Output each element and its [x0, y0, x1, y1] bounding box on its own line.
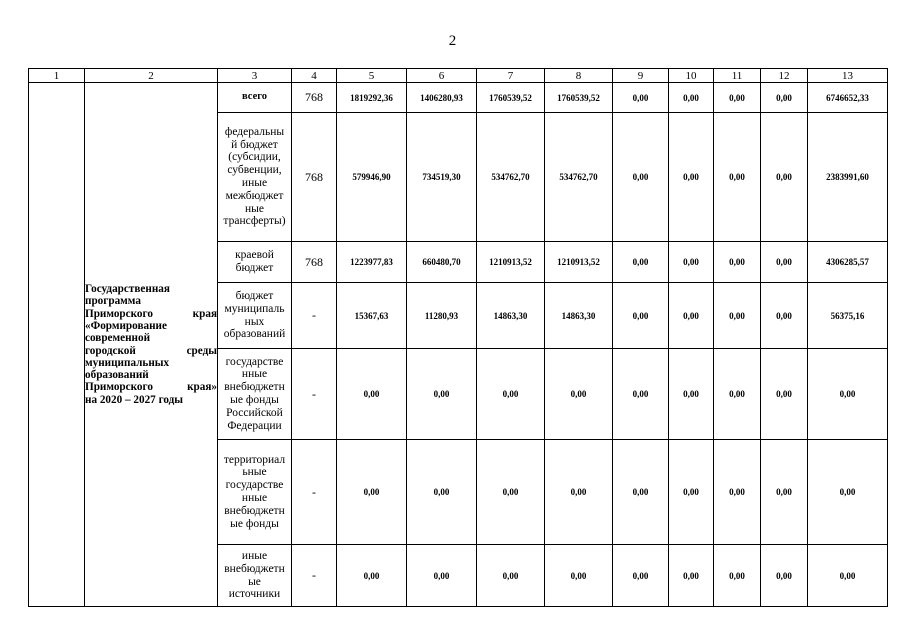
amount-cell: 0,00: [477, 440, 545, 545]
amount-cell: 0,00: [545, 440, 613, 545]
amount-cell: 1210913,52: [545, 242, 613, 283]
amount-cell: 0,00: [337, 440, 407, 545]
funding-source-cell: [218, 349, 292, 440]
amount-cell: 11280,93: [407, 283, 477, 349]
program-name-line: Приморского края»: [85, 381, 217, 394]
funding-source-line: нные: [241, 368, 268, 381]
amount-cell: 0,00: [714, 83, 761, 113]
funding-source-line: бюджет: [235, 262, 274, 274]
funding-source-line: (субсидии,: [228, 151, 281, 164]
amount-cell: 0,00: [714, 349, 761, 440]
funding-source-line: нные: [241, 492, 268, 504]
amount-cell: 0,00: [545, 349, 613, 440]
amount-cell: 0,00: [761, 440, 808, 545]
amount-cell: 0,00: [337, 545, 407, 607]
program-name-line: Государственная: [85, 283, 170, 296]
program-name-line: современной: [85, 332, 151, 345]
amount-cell: 0,00: [669, 242, 714, 283]
amount-cell: 0,00: [669, 83, 714, 113]
column-number-row: [29, 69, 888, 83]
amount-cell: 1406280,93: [407, 83, 477, 113]
empty-number-cell: [29, 83, 85, 607]
code-cell: -: [292, 545, 337, 607]
code-cell: 768: [292, 113, 337, 242]
amount-cell: 15367,63: [337, 283, 407, 349]
table-body: [29, 69, 888, 607]
amount-cell: 0,00: [613, 242, 669, 283]
amount-cell: 0,00: [613, 349, 669, 440]
funding-source-line: Федерации: [227, 419, 282, 432]
column-number-3: 3: [218, 69, 292, 83]
amount-cell: 1760539,52: [545, 83, 613, 113]
amount-cell: 1210913,52: [477, 242, 545, 283]
amount-cell: 1819292,36: [337, 83, 407, 113]
page-number: 2: [448, 33, 457, 49]
column-number-2: 2: [85, 69, 218, 83]
code-cell: -: [292, 349, 337, 440]
column-number-1: 1: [29, 69, 85, 83]
funding-source-line: источники: [228, 588, 281, 601]
funding-source-line: ьные: [242, 466, 267, 479]
program-name-line: «Формирование: [85, 319, 167, 332]
amount-cell: 0,00: [477, 349, 545, 440]
amount-cell: 0,00: [669, 545, 714, 607]
amount-cell: 0,00: [613, 83, 669, 113]
funding-source-cell: [218, 83, 292, 113]
funding-source-line: образований: [223, 328, 286, 341]
funding-source-line: всего: [241, 91, 267, 103]
amount-cell: 0,00: [761, 349, 808, 440]
budget-table: [28, 68, 888, 607]
column-number-13: 13: [808, 69, 888, 83]
funding-source-cell: [218, 440, 292, 545]
funding-source-line: иные: [241, 177, 268, 189]
column-number-6: 6: [407, 69, 477, 83]
amount-cell: 0,00: [761, 83, 808, 113]
amount-cell: 0,00: [669, 113, 714, 242]
funding-source-line: государстве: [225, 479, 284, 492]
program-name-line: программа: [85, 295, 141, 308]
amount-cell: 0,00: [669, 283, 714, 349]
amount-cell: 0,00: [613, 113, 669, 242]
amount-cell: 0,00: [669, 349, 714, 440]
amount-cell: 0,00: [407, 440, 477, 545]
amount-cell: 0,00: [808, 545, 888, 607]
amount-cell: 0,00: [808, 349, 888, 440]
amount-cell: 660480,70: [407, 242, 477, 283]
amount-cell: 1223977,83: [337, 242, 407, 283]
amount-cell: 6746652,33: [808, 83, 888, 113]
amount-cell: 0,00: [714, 113, 761, 242]
code-cell: -: [292, 283, 337, 349]
amount-cell: 2383991,60: [808, 113, 888, 242]
amount-cell: 0,00: [808, 440, 888, 545]
funding-source-line: межбюджет: [225, 189, 284, 202]
amount-cell: 4306285,57: [808, 242, 888, 283]
column-number-12: 12: [761, 69, 808, 83]
funding-source-line: федеральны: [224, 125, 285, 138]
funding-source-line: внебюджетн: [224, 381, 285, 394]
funding-source-line: внебюджетн: [224, 504, 285, 517]
funding-source-cell: [218, 283, 292, 349]
program-name-line: образований: [85, 369, 149, 382]
amount-cell: 534762,70: [477, 113, 545, 242]
amount-cell: 14863,30: [477, 283, 545, 349]
amount-cell: 534762,70: [545, 113, 613, 242]
amount-cell: 0,00: [761, 113, 808, 242]
funding-source-line: субвенции,: [227, 164, 282, 177]
code-cell: 768: [292, 83, 337, 113]
funding-source-line: государстве: [225, 355, 284, 368]
column-number-4: 4: [292, 69, 337, 83]
column-number-10: 10: [669, 69, 714, 83]
amount-cell: 56375,16: [808, 283, 888, 349]
amount-cell: 734519,30: [407, 113, 477, 242]
amount-cell: 0,00: [714, 440, 761, 545]
amount-cell: 0,00: [613, 545, 669, 607]
amount-cell: 0,00: [545, 545, 613, 607]
amount-cell: 0,00: [613, 440, 669, 545]
code-cell: 768: [292, 242, 337, 283]
funding-source-line: бюджет: [235, 289, 274, 302]
program-name-line: на 2020 – 2027 годы: [85, 393, 184, 406]
program-name-cell: [85, 83, 218, 607]
funding-source-line: ые фонды: [230, 517, 279, 530]
amount-cell: 0,00: [407, 349, 477, 440]
funding-source-line: ые фонды: [230, 394, 279, 406]
column-number-7: 7: [477, 69, 545, 83]
funding-source-line: иные: [241, 549, 268, 562]
column-number-11: 11: [714, 69, 761, 83]
amount-cell: 0,00: [761, 242, 808, 283]
amount-cell: 1760539,52: [477, 83, 545, 113]
funding-source-line: ных: [244, 315, 265, 328]
amount-cell: 0,00: [477, 545, 545, 607]
funding-source-line: Российской: [226, 406, 283, 419]
amount-cell: 0,00: [337, 349, 407, 440]
funding-source-line: ые: [248, 575, 261, 588]
table-row: [29, 83, 888, 113]
program-name-line: городской среды: [85, 344, 217, 357]
funding-source-cell: [218, 113, 292, 242]
amount-cell: 14863,30: [545, 283, 613, 349]
funding-source-line: й бюджет: [231, 138, 278, 151]
funding-source-cell: [218, 242, 292, 283]
funding-source-line: краевой: [235, 249, 274, 262]
column-number-9: 9: [613, 69, 669, 83]
amount-cell: 0,00: [714, 283, 761, 349]
amount-cell: 0,00: [407, 545, 477, 607]
funding-source-line: ные: [245, 202, 264, 215]
funding-source-line: муниципаль: [224, 302, 285, 315]
code-cell: -: [292, 440, 337, 545]
amount-cell: 0,00: [669, 440, 714, 545]
amount-cell: 0,00: [613, 283, 669, 349]
amount-cell: 579946,90: [337, 113, 407, 242]
funding-source-cell: [218, 545, 292, 607]
amount-cell: 0,00: [761, 545, 808, 607]
amount-cell: 0,00: [761, 283, 808, 349]
funding-source-line: внебюджетн: [224, 562, 285, 575]
program-name-line: муниципальных: [85, 356, 170, 369]
column-number-8: 8: [545, 69, 613, 83]
column-number-5: 5: [337, 69, 407, 83]
amount-cell: 0,00: [714, 242, 761, 283]
funding-source-line: трансферты): [223, 215, 286, 228]
program-name-line: Приморского края: [85, 307, 217, 320]
funding-source-line: территориал: [223, 453, 286, 466]
amount-cell: 0,00: [714, 545, 761, 607]
